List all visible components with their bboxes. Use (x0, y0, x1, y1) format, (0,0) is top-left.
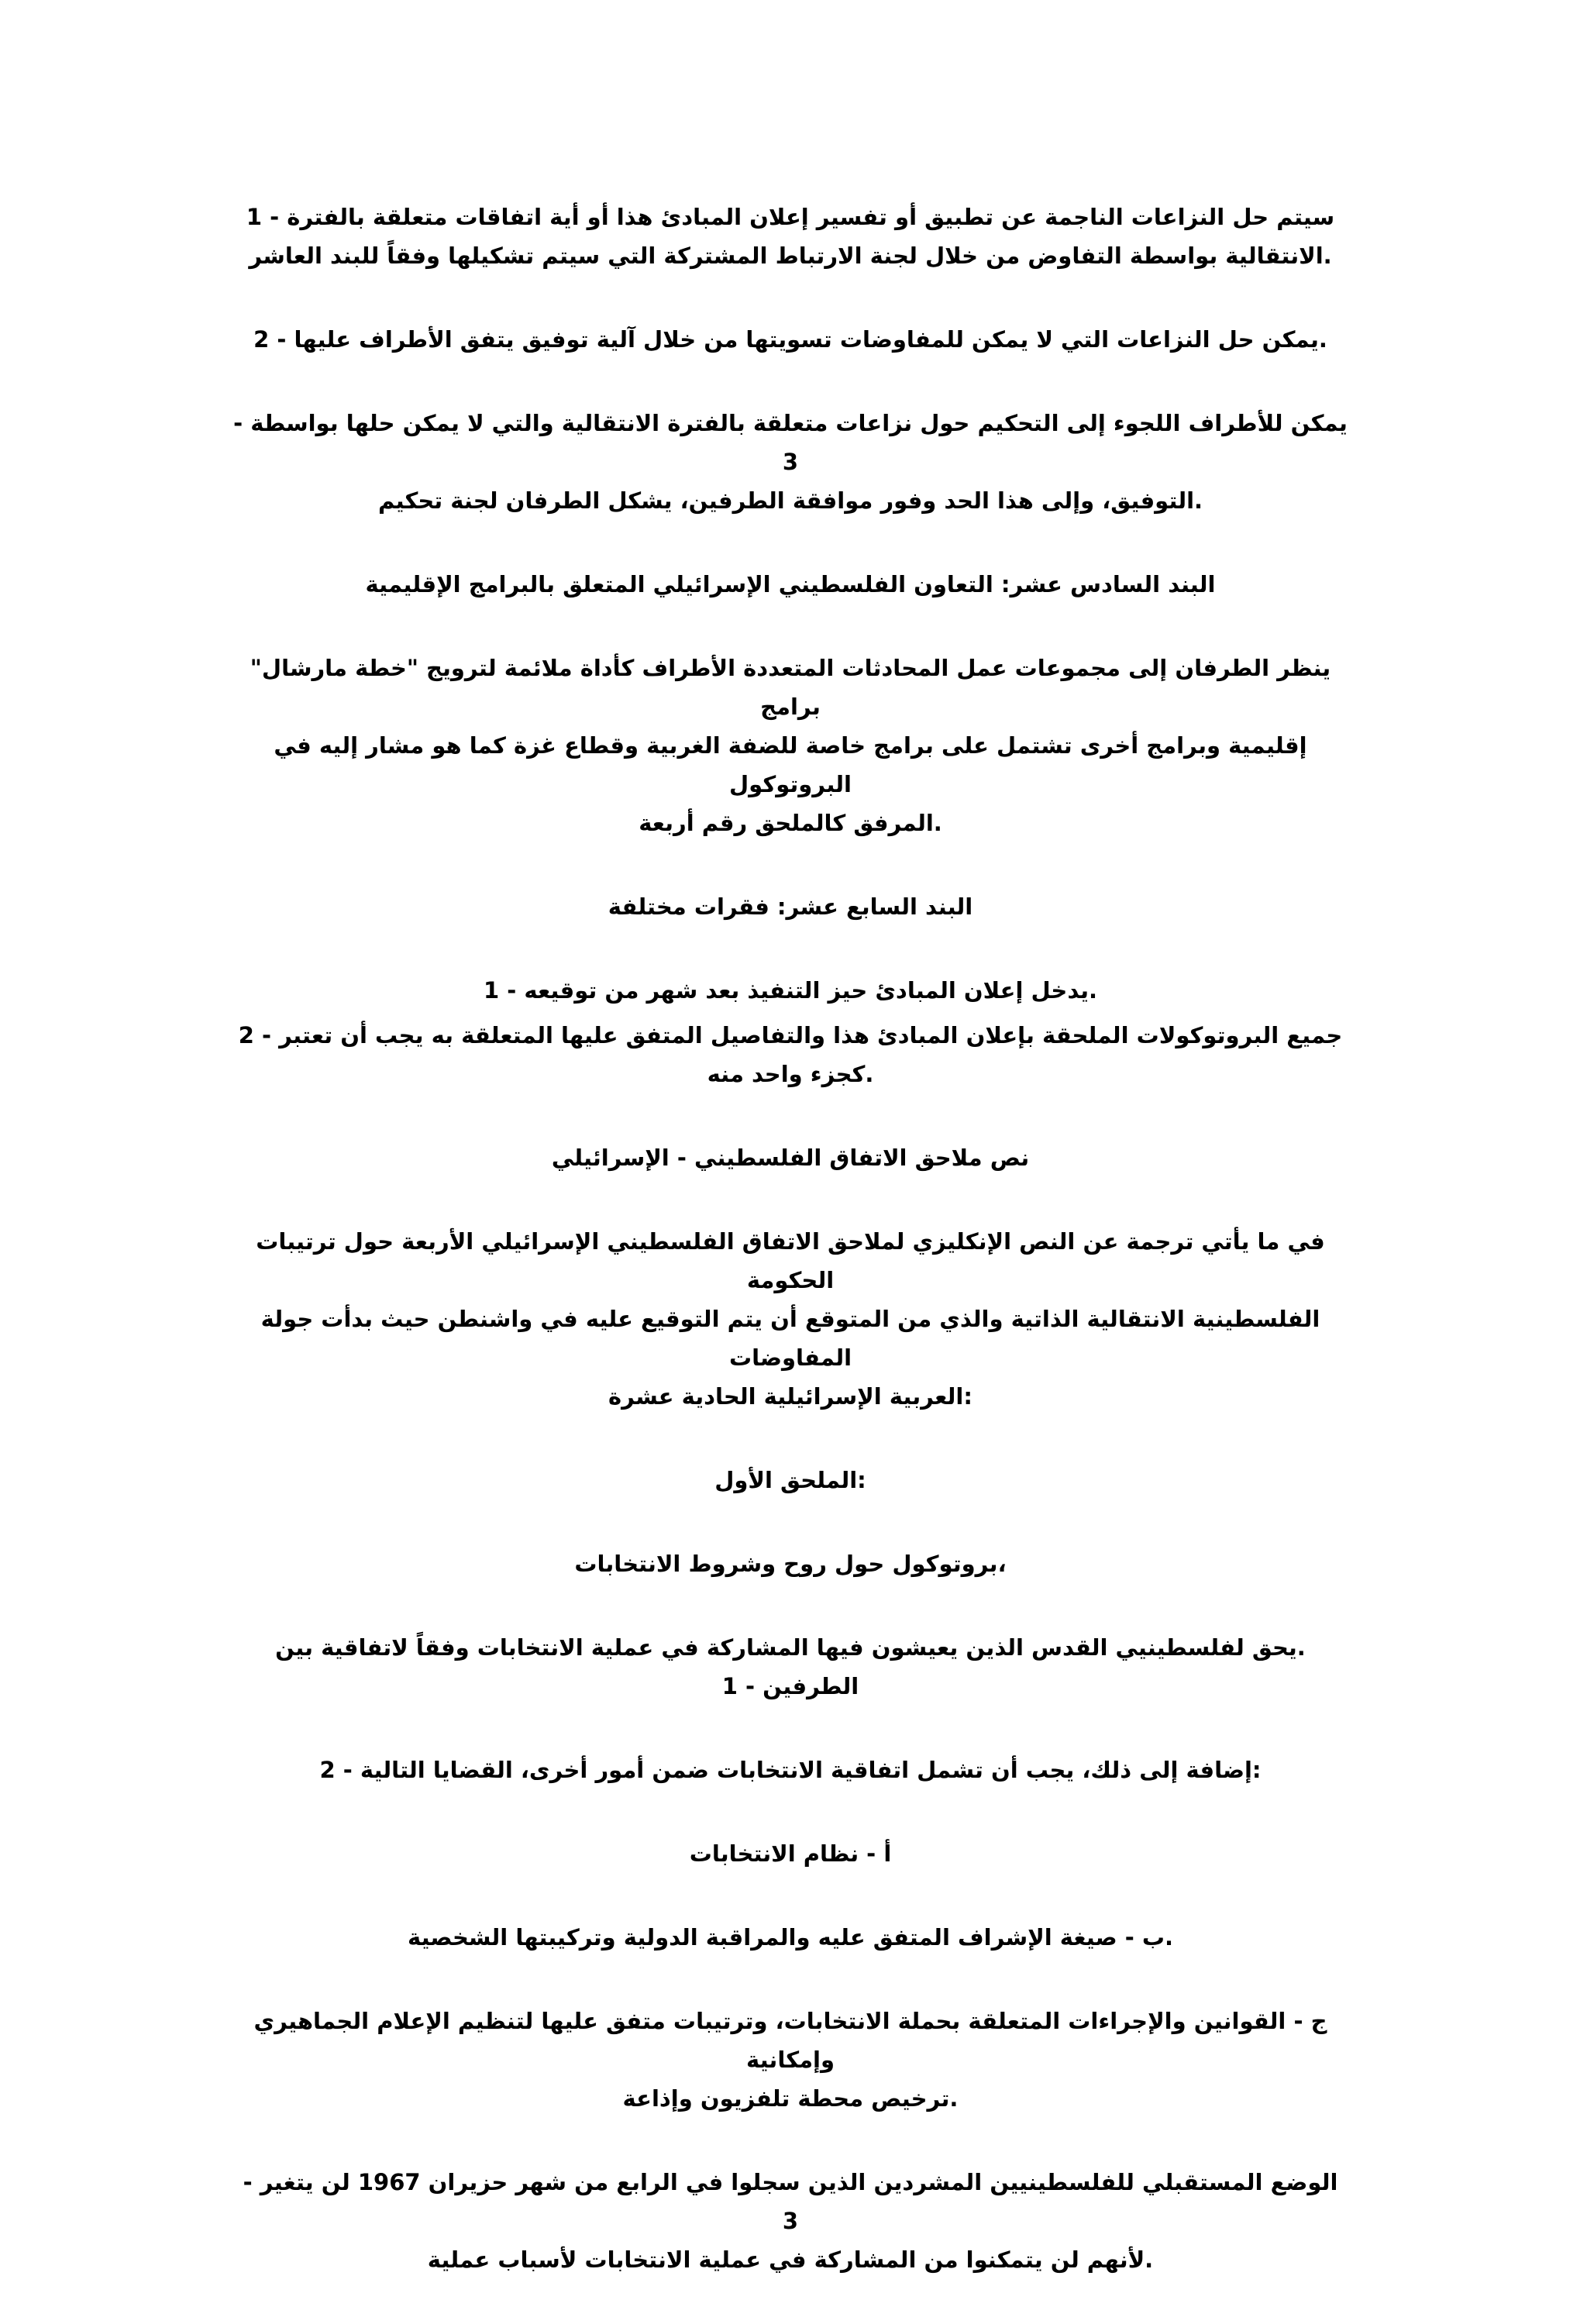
heading-article-17: البند السابع عشر: فقرات مختلفة (608, 893, 973, 920)
paragraph-elections-agreement-issues: :إضافة إلى ذلك، يجب أن تشمل اتفاقية الانتخابات ضمن أمور أخرى، القضايا التالية - 2 (319, 1757, 1262, 1783)
paragraph-protocols-integral: جميع البروتوكولات الملحقة بإعلان المبادئ هذا والتفاصيل المتفق عليها المتعلقة به يجب أن تعتبر - 2 .كجزء واحد منه (238, 1022, 1343, 1087)
document-body (232, 198, 1348, 2324)
paragraph-disputes-3: يمكن للأطراف اللجوء إلى التحكيم حول نزاعات متعلقة بالفترة الانتقالية والتي لا يمكن حلها بواسطة - 3 .التوفيق، وإلى هذا الحد وفور موافقة الطرفين، يشكل الطرفان لجنة تحكيم (233, 410, 1348, 514)
paragraph-displaced-status: الوضع المستقبلي للفلسطينيين المشردين الذين سجلوا في الرابع من شهر حزيران 1967 لن يتغير - 3 .لأنهم لن يتمكنوا من المشاركة في عملية الانتخابات لأسباب عملية (243, 2169, 1338, 2273)
paragraph-entry-into-force: .يدخل إعلان المبادئ حيز التنفيذ بعد شهر من توقيعه - 1 (484, 977, 1097, 1004)
list-item-campaign-laws: ج - القوانين والإجراءات المتعلقة بحملة الانتخابات، وترتيبات متفق عليها لتنظيم الإعلام الجماهيري وإمكانية .ترخيص محطة تلفزيون وإذاعة (253, 2008, 1327, 2112)
heading-annex-1: :الملحق الأول (714, 1467, 866, 1493)
heading-annexes-text: نص ملاحق الاتفاق الفلسطيني - الإسرائيلي (551, 1145, 1030, 1171)
paragraph-disputes-1: سيتم حل النزاعات الناجمة عن تطبيق أو تفسير إعلان المبادئ هذا أو أية اتفاقات متعلقة بالفترة - 1 .الانتقالية بواسطة التفاوض من خلال لجنة الارتباط المشتركة التي سيتم تشكيلها وفقاً للبند العاشر (246, 204, 1335, 269)
paragraph-translation-intro: في ما يأتي ترجمة عن النص الإنكليزي لملاحق الاتفاق الفلسطيني الإسرائيلي الأربعة حول ترتيبات الحكومة الفلسطينية الانتقالية الذاتية والذي من المتوقع أن يتم التوقيع عليه في واشنطن حيث بدأت جولة المفاوضات :العربية الإسرائيلية الحادية عشرة (256, 1228, 1325, 1410)
heading-article-16: البند السادس عشر: التعاون الفلسطيني الإسرائيلي المتعلق بالبرامج الإقليمية (365, 571, 1216, 597)
list-item-supervision: .ب - صيغة الإشراف المتفق عليه والمراقبة الدولية وتركيبتها الشخصية (407, 1924, 1173, 1950)
paragraph-regional-programs: ينظر الطرفان إلى مجموعات عمل المحادثات المتعددة الأطراف كأداة ملائمة لترويج "خطة مارشال" برامج إقليمية وبرامج أخرى تشتمل على برامج خاصة للضفة الغربية وقطاع غزة كما هو مشار إليه في البروتوكول .المرفق كالملحق رقم أربعة (250, 655, 1331, 836)
paragraph-disputes-2: .يمكن حل النزاعات التي لا يمكن للمفاوضات تسويتها من خلال آلية توفيق يتفق الأطراف عليها - 2 (253, 326, 1327, 353)
list-item-electoral-system: أ - نظام الانتخابات (689, 1840, 892, 1867)
paragraph-jerusalem-voters: .يحق لفلسطينيي القدس الذين يعيشون فيها المشاركة في عملية الانتخابات وفقاً لاتفاقية بين الطرفين - 1 (275, 1634, 1306, 1699)
heading-elections-protocol: ،بروتوكول حول روح وشروط الانتخابات (574, 1551, 1007, 1577)
